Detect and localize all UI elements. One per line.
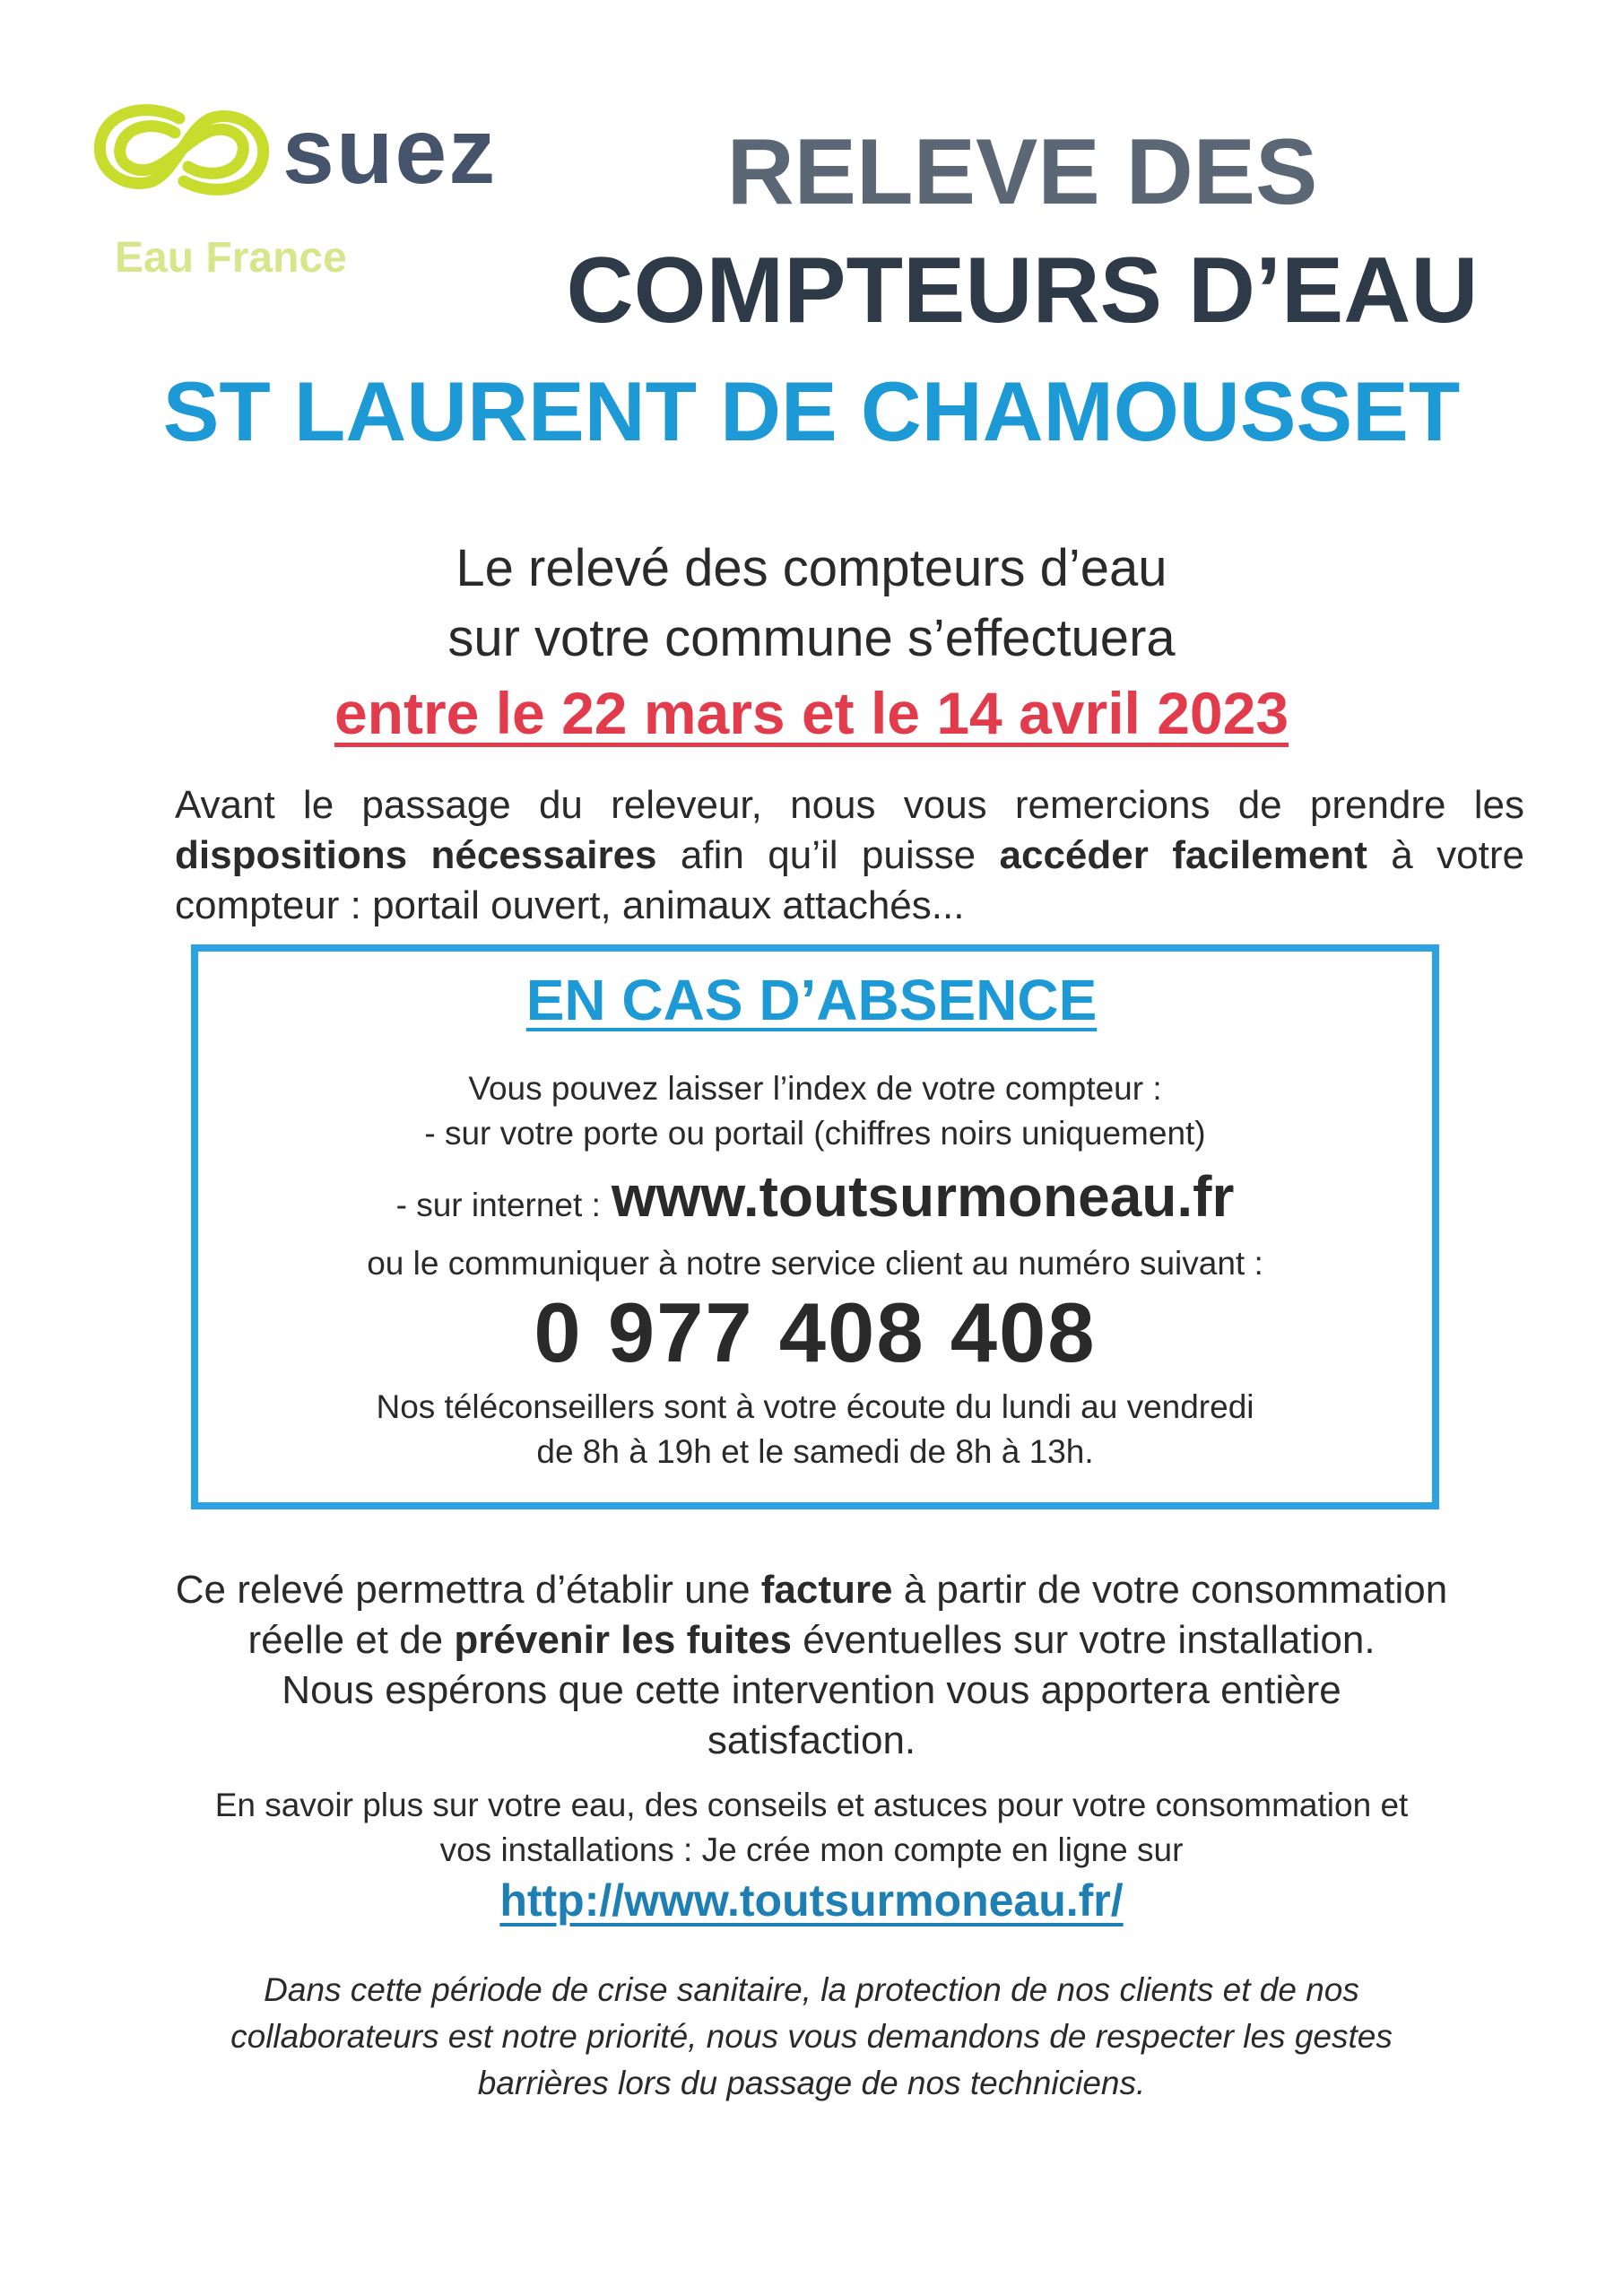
note-line-2: collaborateurs est notre priorité, nous vous demandons de respecter les gestes: [230, 2018, 1393, 2055]
more-line-2: vos installations : Je crée mon compte en ligne sur: [439, 1831, 1184, 1868]
title-line-1: RELEVE DES: [726, 120, 1318, 224]
para-text-2: afin qu’il puisse: [656, 833, 1000, 877]
reading-period-date: entre le 22 mars et le 14 avril 2023: [334, 680, 1289, 746]
account-link[interactable]: http://www.toutsurmoneau.fr/: [499, 1875, 1124, 1926]
sanitary-note: [0, 1967, 1623, 2107]
para-text-3: à votre compteur : portail ouvert, animaux attachés...: [175, 833, 1524, 927]
closing-bold-2: prévenir les fuites: [454, 1618, 792, 1662]
access-instructions: [175, 780, 1524, 931]
closing-line-1: [0, 1565, 1623, 1615]
absence-line-3: ou le communiquer à notre service client au numéro suivant :: [367, 1245, 1263, 1282]
absence-line-1: Vous pouvez laisser l’index de votre compteur :: [468, 1070, 1162, 1107]
hours-line-2: de 8h à 19h et le samedi de 8h à 13h.: [536, 1433, 1094, 1470]
closing-text-2: à partir de votre consommation: [892, 1568, 1448, 1612]
intro-line-1: Le relevé des compteurs d’eau: [456, 539, 1167, 597]
brand-subtitle: Eau France: [115, 234, 347, 282]
closing-text-4: éventuelles sur votre installation.: [791, 1618, 1376, 1662]
internet-line: [191, 1157, 1439, 1245]
closing-text-1: Ce relevé permettra d’établir une: [175, 1568, 761, 1612]
brand-name: suez: [282, 100, 498, 204]
title-line-2: COMPTEURS D’EAU: [566, 239, 1479, 343]
closing-block: [0, 1565, 1623, 1766]
note-line-3: barrières lors du passage de nos techniciens.: [477, 2065, 1146, 2101]
suez-wave-logo-icon: [90, 99, 273, 202]
city-heading: ST LAURENT DE CHAMOUSSET: [162, 364, 1461, 458]
internet-url: www.toutsurmoneau.fr: [611, 1164, 1235, 1229]
para-bold-2: accéder facilement: [999, 833, 1367, 877]
note-line-1: Dans cette période de crise sanitaire, la protection de nos clients et de nos: [264, 1971, 1359, 2008]
closing-line-2: [0, 1615, 1623, 1665]
phone-number: 0 977 408 408: [534, 1285, 1097, 1379]
intro-block: [0, 534, 1623, 747]
internet-label: - sur internet :: [395, 1187, 601, 1223]
absence-line-2: - sur votre porte ou portail (chiffres noirs uniquement): [424, 1115, 1206, 1152]
closing-line-3: Nous espérons que cette intervention vous apportera entière: [282, 1668, 1341, 1712]
hours-line-1: Nos téléconseillers sont à votre écoute du lundi au vendredi: [376, 1388, 1254, 1425]
absence-box-title: EN CAS D’ABSENCE: [525, 968, 1098, 1032]
page-title: [502, 120, 1542, 343]
closing-bold-1: facture: [760, 1568, 893, 1612]
intro-line-2: sur votre commune s’effectuera: [447, 609, 1176, 667]
para-bold-1: dispositions nécessaires: [175, 833, 657, 877]
more-info-block: [0, 1783, 1623, 1873]
closing-line-4: satisfaction.: [707, 1718, 916, 1762]
more-line-1: En savoir plus sur votre eau, des conseils et astuces pour votre consommation et: [214, 1787, 1409, 1823]
para-text-1: Avant le passage du releveur, nous vous remercions de prendre les: [175, 783, 1524, 827]
closing-text-3: réelle et de: [247, 1618, 455, 1662]
suez-logo: [90, 99, 556, 305]
